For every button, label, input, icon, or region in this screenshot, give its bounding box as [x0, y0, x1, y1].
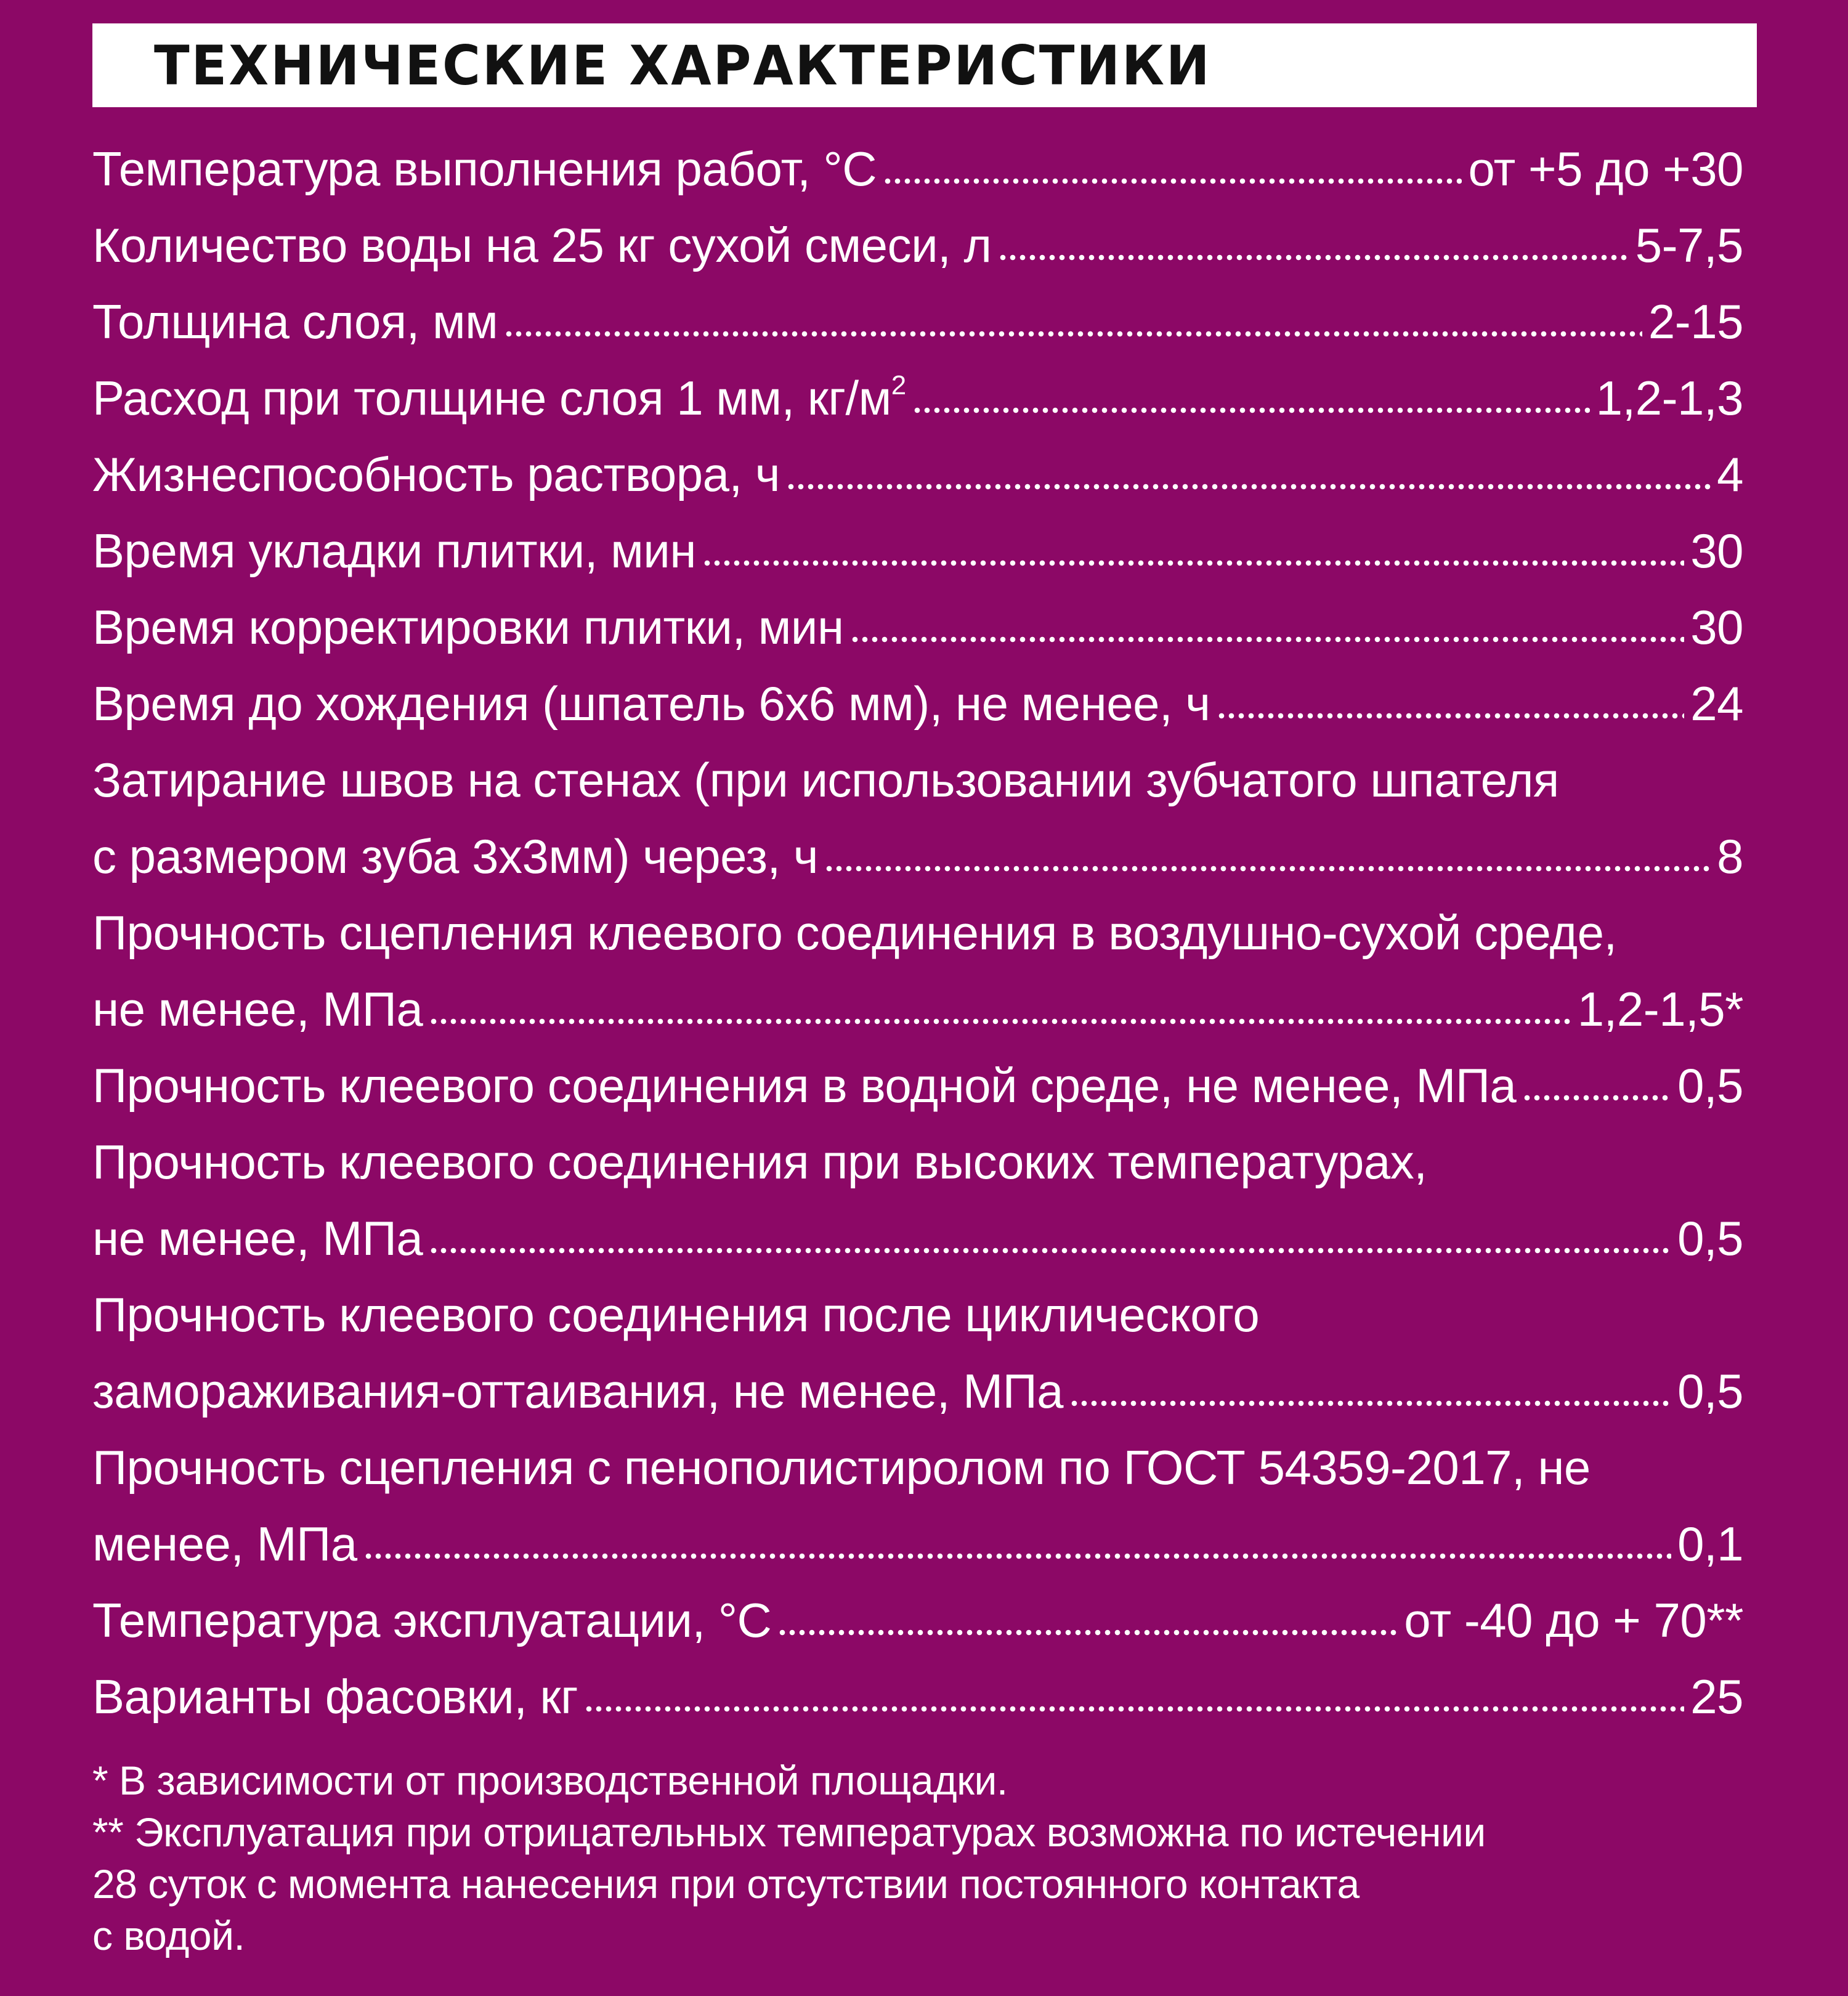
spec-label: Прочность клеевого соединения в водной среде, не менее, МПа [92, 1058, 1517, 1113]
spec-value: 2-15 [1648, 294, 1743, 349]
spec-value: 0,5 [1677, 1211, 1743, 1265]
dot-leader [1217, 712, 1685, 720]
specs-list [92, 131, 1743, 1735]
dot-leader [702, 559, 1684, 567]
dot-leader [777, 1628, 1398, 1637]
spec-value: 30 [1690, 523, 1743, 578]
footnotes [92, 1755, 1756, 1962]
spec-label: Время укладки плитки, мин [92, 523, 696, 578]
dot-leader [786, 482, 1711, 491]
dot-leader [363, 1552, 1671, 1560]
spec-label-line1: Прочность клеевого соединения после циклического [92, 1287, 1260, 1342]
spec-row [92, 971, 1743, 1047]
spec-label: Количество воды на 25 кг сухой смеси, л [92, 217, 992, 272]
spec-row [92, 1200, 1743, 1276]
footnote-line: ** Эксплуатация при отрицательных температурах возможна по истечении [92, 1809, 1486, 1855]
spec-row [92, 589, 1743, 665]
spec-label: Варианты фасовки, кг [92, 1669, 578, 1724]
spec-row-continued [92, 1429, 1743, 1506]
spec-row [92, 1658, 1743, 1735]
spec-row [92, 665, 1743, 742]
dot-leader [429, 1017, 1571, 1026]
spec-row-continued [92, 742, 1743, 818]
spec-value: 30 [1690, 599, 1743, 654]
spec-label: не менее, МПа [92, 1211, 423, 1265]
header-bar [92, 23, 1757, 107]
dot-leader [584, 1705, 1684, 1713]
spec-label: Время до хождения (шпатель 6х6 мм), не менее, ч [92, 676, 1210, 731]
spec-label-line1: Прочность сцепления клеевого соединения в воздушно-сухой среде, [92, 905, 1617, 960]
spec-label-line1: Затирание швов на стенах (при использовании зубчатого шпателя [92, 752, 1559, 807]
spec-label: Толщина слоя, мм [92, 294, 498, 349]
spec-row [92, 360, 1743, 436]
spec-row-continued [92, 895, 1743, 971]
dot-leader [850, 635, 1685, 644]
superscript: 2 [891, 370, 906, 400]
spec-value: 4 [1717, 447, 1743, 501]
spec-row-continued [92, 1276, 1743, 1353]
spec-label-line1: Прочность сцепления с пенополистиролом по ГОСТ 54359-2017, не [92, 1440, 1591, 1495]
dot-leader [504, 330, 1642, 338]
spec-row-continued [92, 1124, 1743, 1200]
spec-value: 0,1 [1677, 1516, 1743, 1571]
spec-value: 8 [1717, 829, 1743, 883]
spec-value: 0,5 [1677, 1363, 1743, 1418]
spec-label: Температура эксплуатации, °С [92, 1592, 772, 1647]
dot-leader [429, 1246, 1671, 1255]
spec-value: от -40 до + 70** [1404, 1592, 1743, 1647]
spec-value: 1,2-1,3 [1595, 370, 1743, 425]
spec-label: Жизнеспособность раствора, ч [92, 447, 780, 501]
spec-label: с размером зуба 3х3мм) через, ч [92, 829, 819, 883]
spec-row [92, 1353, 1743, 1429]
spec-row [92, 1506, 1743, 1582]
spec-label-line1: Прочность клеевого соединения при высоких температурах, [92, 1134, 1427, 1189]
spec-row [92, 436, 1743, 513]
spec-row [92, 131, 1743, 207]
spec-label: замораживания-оттаивания, не менее, МПа [92, 1363, 1064, 1418]
page-title: ТЕХНИЧЕСКИЕ ХАРАКТЕРИСТИКИ [154, 33, 1212, 97]
spec-label: Время корректировки плитки, мин [92, 599, 844, 654]
footnote-line: * В зависимости от производственной площадки. [92, 1758, 1008, 1803]
spec-row [92, 1047, 1743, 1124]
dot-leader [824, 864, 1711, 873]
spec-row [92, 1582, 1743, 1658]
spec-row [92, 207, 1743, 283]
spec-value: от +5 до +30 [1468, 141, 1743, 196]
spec-label: Температура выполнения работ, °С [92, 141, 877, 196]
spec-label: менее, МПа [92, 1516, 357, 1571]
spec-row [92, 283, 1743, 360]
spec-label-text: Расход при толщине слоя 1 мм, кг/м [92, 370, 891, 425]
spec-label: не менее, МПа [92, 981, 423, 1036]
spec-row [92, 513, 1743, 589]
dot-leader [883, 177, 1462, 185]
dot-leader [1522, 1093, 1671, 1102]
spec-row [92, 818, 1743, 895]
spec-value: 5-7,5 [1635, 217, 1743, 272]
footnote-line: с водой. [92, 1913, 245, 1958]
spec-label [92, 370, 906, 426]
dot-leader [912, 406, 1590, 415]
spec-value: 24 [1690, 676, 1743, 731]
spec-value: 25 [1690, 1669, 1743, 1724]
spec-value: 1,2-1,5* [1577, 981, 1743, 1036]
footnote-line: 28 суток с момента нанесения при отсутствии постоянного контакта [92, 1861, 1360, 1907]
dot-leader [998, 253, 1629, 262]
dot-leader [1069, 1399, 1671, 1408]
spec-value: 0,5 [1677, 1058, 1743, 1113]
